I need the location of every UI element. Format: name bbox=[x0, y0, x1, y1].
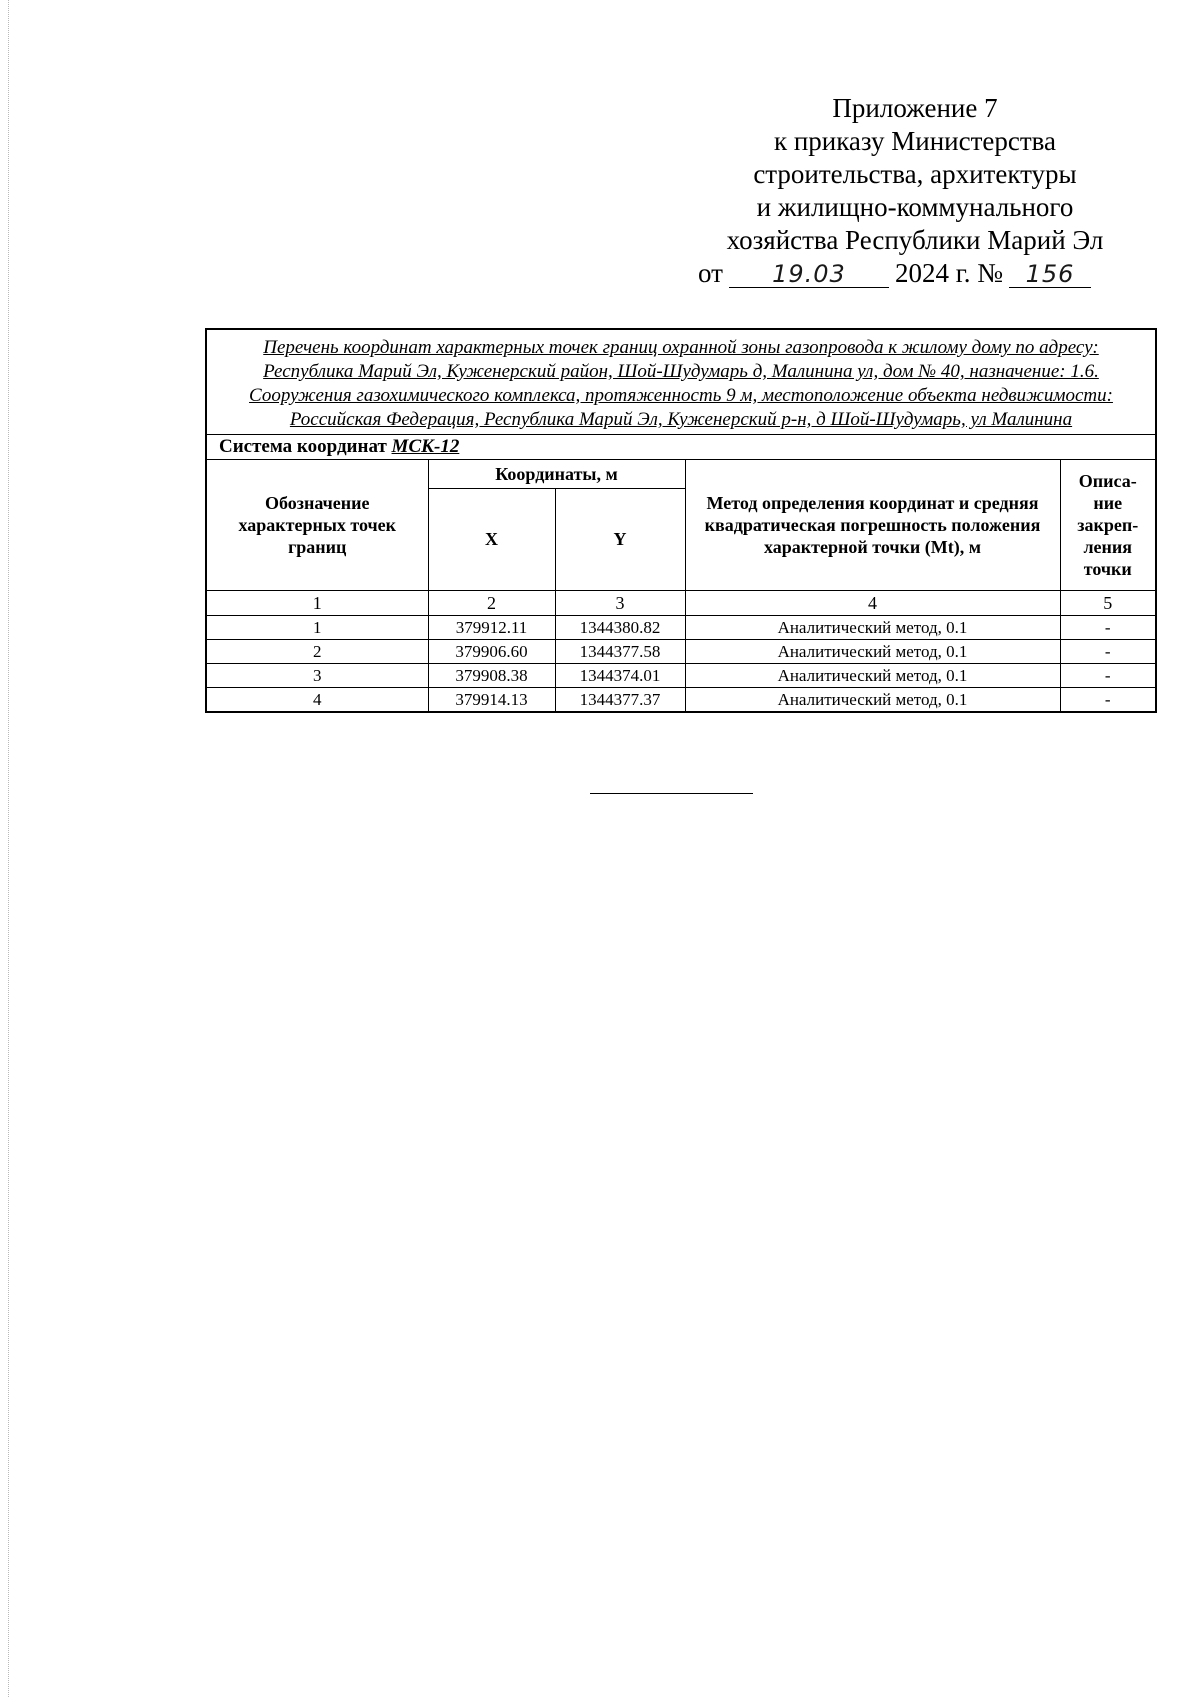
cell-x: 379908.38 bbox=[428, 664, 555, 688]
column-number: 4 bbox=[685, 591, 1060, 616]
cell-desc: - bbox=[1060, 640, 1156, 664]
header-line-order: к приказу Министерства bbox=[773, 126, 1057, 156]
cell-y: 1344377.58 bbox=[555, 640, 685, 664]
coordinate-system-name: МСК-12 bbox=[391, 436, 460, 457]
col-header-coords: Координаты, м bbox=[428, 460, 685, 489]
header-line-appendix: Приложение 7 bbox=[832, 93, 998, 123]
cell-desc: - bbox=[1060, 664, 1156, 688]
cell-point: 3 bbox=[206, 664, 428, 688]
cell-y: 1344377.37 bbox=[555, 688, 685, 713]
header-line-housing: и жилищно-коммунального bbox=[756, 192, 1074, 222]
column-number-row bbox=[206, 591, 1156, 616]
col-header-description: Описа-ние закреп-ления точки bbox=[1060, 460, 1156, 591]
column-number: 3 bbox=[555, 591, 685, 616]
column-number: 1 bbox=[206, 591, 428, 616]
cell-method: Аналитический метод, 0.1 bbox=[685, 640, 1060, 664]
table-description: Перечень координат характерных точек границ охранной зоны газопровода к жилому дому по адресу: Республика Марий Эл, Куженерский район, Шой-Шудумарь д, Малинина ул, дом № 40, назначение: 1.6. Сооружения газохимического комплекса, протяженность 9 м, местоположение объекта недвижимости: Российская Федерация, Республика Марий Эл, Куженерский р-н, д Шой-Шудумарь, ул Малинина bbox=[206, 329, 1156, 435]
cell-desc: - bbox=[1060, 616, 1156, 640]
col-header-x: X bbox=[428, 488, 555, 590]
coordinate-system-label: Система координат bbox=[219, 436, 387, 457]
col-header-point: Обозначение характерных точек границ bbox=[206, 460, 428, 591]
coordinates-table bbox=[205, 328, 1157, 713]
order-date-handwritten: 19.03 bbox=[729, 261, 889, 288]
cell-method: Аналитический метод, 0.1 bbox=[685, 688, 1060, 713]
table-row bbox=[206, 616, 1156, 640]
table-row bbox=[206, 688, 1156, 713]
col-header-y: Y bbox=[555, 488, 685, 590]
closing-rule bbox=[590, 793, 753, 794]
cell-method: Аналитический метод, 0.1 bbox=[685, 616, 1060, 640]
cell-point: 1 bbox=[206, 616, 428, 640]
cell-point: 4 bbox=[206, 688, 428, 713]
cell-x: 379914.13 bbox=[428, 688, 555, 713]
table-row bbox=[206, 664, 1156, 688]
cell-desc: - bbox=[1060, 688, 1156, 713]
header-line-republic: хозяйства Республики Марий Эл bbox=[726, 225, 1104, 255]
cell-point: 2 bbox=[206, 640, 428, 664]
col-header-method: Метод определения координат и средняя квадратическая погрешность положения характерной точки (Mt), м bbox=[685, 460, 1060, 591]
column-number: 5 bbox=[1060, 591, 1156, 616]
table-row bbox=[206, 640, 1156, 664]
header-line-ministry: строительства, архитектуры bbox=[753, 159, 1077, 189]
order-year: 2024 г. № bbox=[894, 258, 1003, 288]
column-number: 2 bbox=[428, 591, 555, 616]
cell-x: 379906.60 bbox=[428, 640, 555, 664]
cell-method: Аналитический метод, 0.1 bbox=[685, 664, 1060, 688]
cell-y: 1344374.01 bbox=[555, 664, 685, 688]
scan-edge-line bbox=[8, 0, 9, 1697]
appendix-header bbox=[690, 92, 1140, 290]
cell-x: 379912.11 bbox=[428, 616, 555, 640]
order-date-line bbox=[698, 257, 1148, 290]
order-number-handwritten: 156 bbox=[1009, 261, 1091, 288]
cell-y: 1344380.82 bbox=[555, 616, 685, 640]
coordinate-system-row bbox=[206, 435, 1156, 460]
date-prefix: от bbox=[698, 258, 723, 288]
